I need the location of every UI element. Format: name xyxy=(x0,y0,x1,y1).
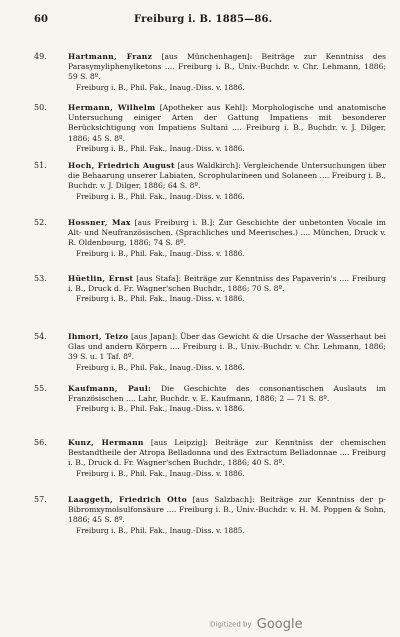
entry-author: Kunz, Hermann xyxy=(68,438,144,447)
entry-diss: Freiburg i. B., Phil. Fak., Inaug.-Diss. v. 1886. xyxy=(76,404,245,414)
entry-diss: Freiburg i. B., Phil. Fak., Inaug.-Diss. v. 1886. xyxy=(76,294,245,304)
google-logo: Google xyxy=(256,617,303,632)
entry-body xyxy=(68,332,386,373)
entry-body xyxy=(68,218,386,259)
entry-diss: Freiburg i. B., Phil. Fak., Inaug.-Diss. v. 1886. xyxy=(76,82,245,92)
entry-diss: Freiburg i. B., Phil. Fak., Inaug.-Diss. v. 1886. xyxy=(76,143,245,153)
entry-body xyxy=(68,161,386,202)
entry-text: [aus Stafa]: Beiträge zur Kenntniss des Papaverin's .... Freiburg i. B., Druck d. Fr. Wagner'schen Buchdr., 1886; 70 S. 8º. xyxy=(68,274,386,294)
page-header xyxy=(34,14,388,30)
entry-body xyxy=(68,274,386,305)
entry-author: Kaufmann, Paul: xyxy=(68,384,152,393)
entry-number: 56. xyxy=(34,438,47,447)
entry-author: Hüetlin, Ernst xyxy=(68,274,134,283)
entry-number: 49. xyxy=(34,52,47,61)
entry-number: 57. xyxy=(34,495,47,504)
entry-author: Hartmann, Franz xyxy=(68,52,153,61)
entry-text: [aus Leipzig]: Beiträge zur Kenntniss der chemischen Bestandtheile der Atropa Belladonna und des Extractum Belladonnae .... Freiburg i. B., Druck d. Fr. Wagner'schen Buchdr., 1886; 40 S. 8º. xyxy=(68,438,386,468)
running-head: Freiburg i. B. 1885—86. xyxy=(134,14,273,25)
entry-diss: Freiburg i. B., Phil. Fak., Inaug.-Diss. v. 1886. xyxy=(76,191,245,201)
entry-diss: Freiburg i. B., Phil. Fak., Inaug.-Diss. v. 1886. xyxy=(76,362,245,372)
entry-author: Hermann, Wilhelm xyxy=(68,103,156,112)
entry-author: Hoch, Friedrich August xyxy=(68,161,175,170)
entry-text: [aus Münchenhagen]: Beiträge zur Kenntniss des Parasymyliphenylketons .... Freiburg i. B., Univ.-Buchdr. v. Chr. Lehmann, 1886; 59 S. 8º. xyxy=(68,52,386,82)
entry-number: 55. xyxy=(34,384,47,393)
entry-body xyxy=(68,495,386,536)
digitized-watermark xyxy=(210,614,303,633)
page-number: 60 xyxy=(34,14,48,25)
entry-text: [aus Japan]: Über das Gewicht & die Ursache der Wasserhaut bei Glas und andern Körpern .... Freiburg i. B., Univ.-Buchdr. v. Chr. Lehmann, 1886; 39 S. u. 1 Taf. 8º. xyxy=(68,332,387,362)
entry-number: 52. xyxy=(34,218,47,227)
entry-number: 50. xyxy=(34,103,47,112)
entry-number: 51. xyxy=(34,161,47,170)
entry-text: [aus Freiburg i. B.]: Zur Geschichte der unbetonten Vocale im Alt- und Neufranzösischen. (Sprachliches und Meerisches.) .... München, Druck v. R. Oldenbourg, 1886; 74 S. 8º. xyxy=(68,218,386,248)
entry-diss: Freiburg i. B., Phil. Fak., Inaug.-Diss. v. 1886. xyxy=(76,248,245,258)
entry-body xyxy=(68,384,386,415)
entry-diss: Freiburg i. B., Phil. Fak., Inaug.-Diss. v. 1886. xyxy=(76,468,245,478)
entry-text: [Apotheker aus Kehl]: Morphologische und anatomische Untersuchung einiger Arten der Gattung Impatiens mit besonderer Berücksichtigung von Impatiens Sultani .... Freiburg i. B., Buchdr. v. J. Dilger, 1886; 45 S. 8º. xyxy=(68,103,387,143)
entry-body xyxy=(68,438,386,479)
entry-number: 54. xyxy=(34,332,47,341)
entry-author: Hossner, Max xyxy=(68,218,131,227)
entry-text: Die Geschichte des consonantischen Auslauts im Französischen .... Lahr, Buchdr. v. E. Kaufmann, 1886; 2 — 71 S. 8º. xyxy=(68,384,387,404)
entry-author: Ihmori, Teizo xyxy=(68,332,129,341)
entry-body xyxy=(68,52,386,93)
document-page xyxy=(34,14,388,535)
entry-author: Laaggeth, Friedrich Otto xyxy=(68,495,187,504)
digitized-label: Digitized by xyxy=(210,620,252,629)
entry-diss: Freiburg i. B., Phil. Fak., Inaug.-Diss. v. 1885. xyxy=(76,525,245,535)
entry-number: 53. xyxy=(34,274,47,283)
entry-text: [aus Waldkirch]: Vergleichende Untersuchungen über die Behaarung unserer Labiaten, Scrophularineen und Solaneen .... Freiburg i. B., Buchdr. v. J. Dilger, 1886; 64 S. 8º. xyxy=(68,161,386,191)
entry-text: [aus Salzbach]: Beiträge zur Kenntniss der p-Bibromxymolsulfonsäure .... Freiburg i. B., Univ.-Buchdr. v. H. M. Poppen & Sohn, 1886; 45 S. 8º. xyxy=(68,495,386,525)
entry-body xyxy=(68,103,386,154)
